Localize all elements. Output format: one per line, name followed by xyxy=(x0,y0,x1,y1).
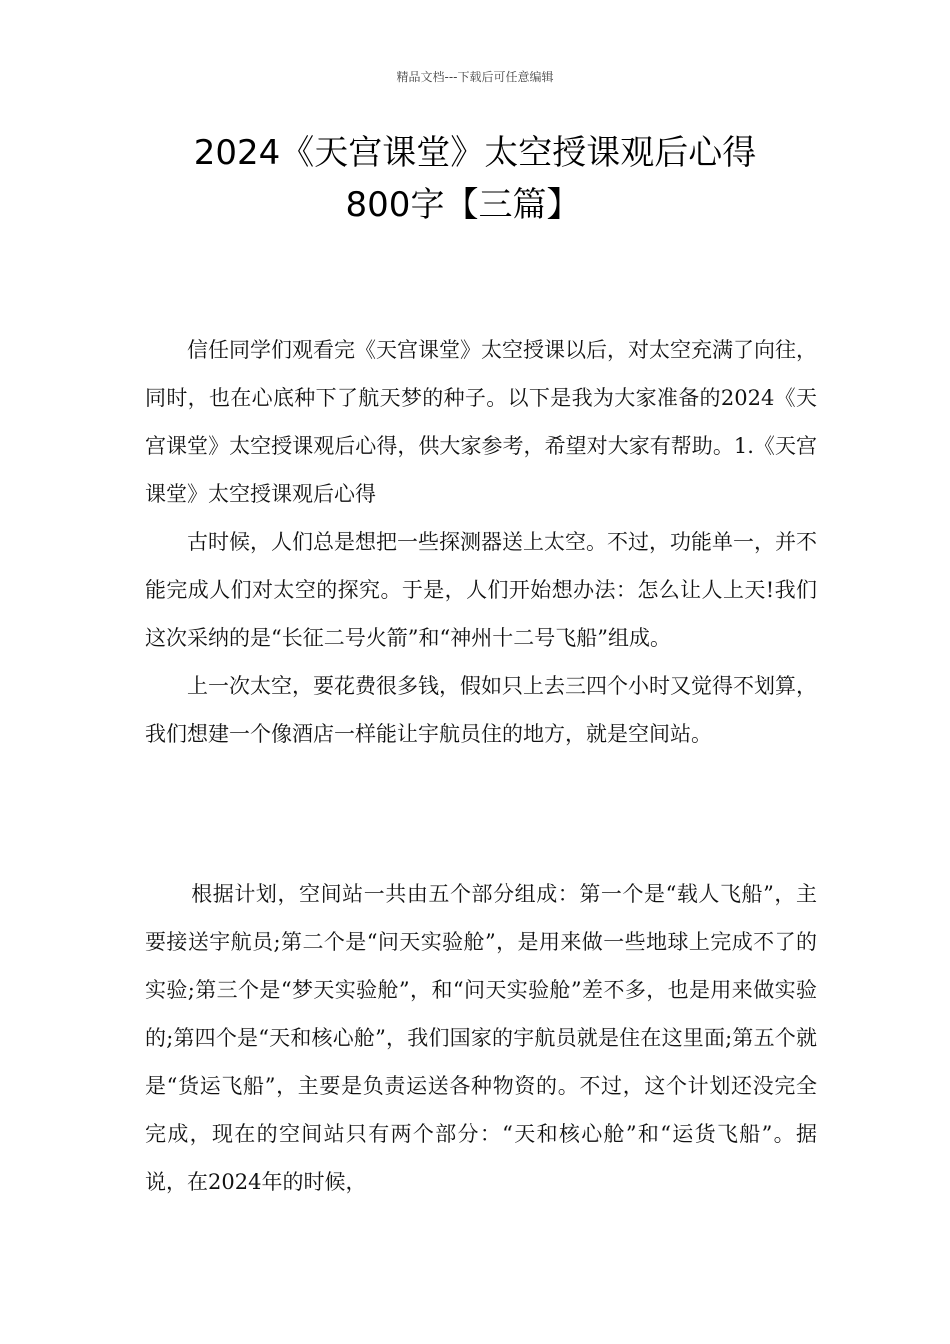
body-section-2 xyxy=(145,870,817,1206)
body-section-1 xyxy=(145,326,817,758)
paragraph-plan: 根据计划，空间站一共由五个部分组成：第一个是“载人飞船”，主要接送宇航员;第二个是“问天实验舱”，是用来做一些地球上完成不了的实验;第三个是“梦天实验舱”，和“问天实验舱”差不多，也是用来做实验的;第四个是“天和核心舱”，我们国家的宇航员就是住在这里面;第五个就是“货运飞船”，主要是负责运送各种物资的。不过，这个计划还没完全完成，现在的空间站只有两个部分：“天和核心舱”和“运货飞船”。据说，在2024年的时候， xyxy=(145,882,817,1194)
document-title-line-2: 800字【三篇】 xyxy=(345,185,581,225)
page-header-watermark: 精品文档---下载后可任意编辑 xyxy=(396,70,554,84)
paragraph-ancient-times: 古时候，人们总是想把一些探测器送上太空。不过，功能单一，并不能完成人们对太空的探究。于是，人们开始想办法：怎么让人上天!我们这次采纳的是“长征二号火箭”和“神州十二号飞船”组成。 xyxy=(145,530,817,650)
paragraph-intro: 信任同学们观看完《天宫课堂》太空授课以后，对太空充满了向往，同时，也在心底种下了航天梦的种子。以下是我为大家准备的2024《天宫课堂》太空授课观后心得，供大家参考，希望对大家有帮助。1.《天宫课堂》太空授课观后心得 xyxy=(145,338,817,506)
document-title-line-1: 2024《天宫课堂》太空授课观后心得 xyxy=(193,133,757,173)
paragraph-space-station: 上一次太空，要花费很多钱，假如只上去三四个小时又觉得不划算，我们想建一个像酒店一样能让宇航员住的地方，就是空间站。 xyxy=(145,674,817,746)
